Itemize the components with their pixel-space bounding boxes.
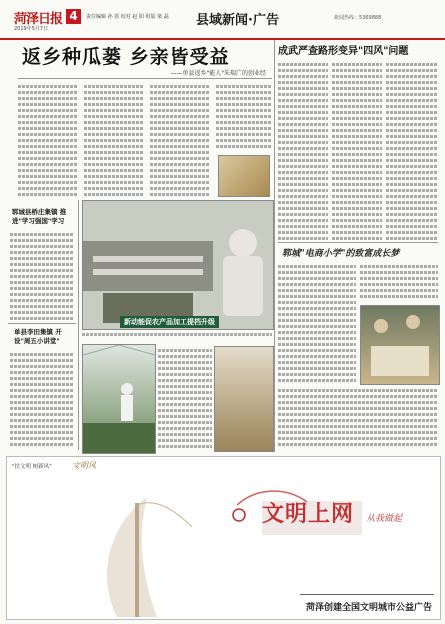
ad-footer: 菏泽创建全国文明城市公益广告	[306, 603, 433, 613]
divider	[278, 242, 438, 243]
page-number: 4	[66, 9, 81, 24]
ad-brand-tagline: 从我做起	[366, 514, 403, 524]
factory-photo-illustration	[83, 201, 273, 329]
news-hotline: 新闻热线：5369888	[334, 15, 382, 21]
issue-date: 2019年5月7日	[14, 26, 49, 32]
newspaper-logo: 菏泽日报	[14, 12, 63, 27]
public-service-ad	[6, 456, 441, 620]
lead-body-col-3	[150, 82, 210, 197]
inset-photo	[218, 155, 270, 197]
feature-body-col-1	[278, 262, 356, 382]
ecommerce-photo	[360, 305, 440, 385]
feature-headline: 郓城"电商小学"的致富成长梦	[282, 249, 400, 259]
divider	[300, 594, 434, 595]
divider	[8, 323, 76, 324]
column-divider	[274, 40, 275, 452]
ecommerce-illustration	[361, 306, 439, 384]
factory-photo	[82, 200, 274, 330]
photo-caption-text	[82, 330, 272, 342]
lead-body-col-4	[216, 82, 272, 152]
left-box-1-body	[10, 230, 74, 320]
ad-brand-title: 文明上网	[262, 501, 355, 527]
lead-subhead: ——单县返乡"能人"朱瑞广的创业经	[170, 70, 266, 77]
left-box-2-title: 单县李田集镇 开设"周五小讲堂"	[14, 328, 62, 345]
editor-credits: 责任编辑 孙 震 校对 赵 阳 组版 梁 磊	[86, 14, 169, 20]
divider	[18, 78, 272, 79]
section-title: 县域新闻·广告	[196, 13, 279, 28]
left-box-1-title: 郓城县桥庄集镇 推进"学习强国"学习	[12, 208, 67, 225]
photo-caption: 新动能促农产品加工提档升级	[120, 316, 219, 328]
lead-headline: 返乡种瓜蒌 乡亲皆受益	[22, 46, 230, 68]
greenhouse-story-body	[158, 346, 212, 450]
ad-slogan: "扶文明 树新风"	[12, 464, 52, 470]
ad-script-title: 文明风	[72, 461, 96, 470]
column-divider	[78, 200, 79, 450]
greenhouse-illustration	[83, 345, 155, 453]
right-body-col-2	[332, 60, 382, 240]
lead-body-col-2	[84, 82, 144, 197]
right-body-col-3	[386, 60, 438, 240]
feature-body-col-2	[360, 262, 438, 302]
right-headline: 成武严查路形变异"四风"问题	[278, 46, 409, 57]
greenhouse-photo	[82, 344, 156, 454]
left-box-2-body	[10, 350, 74, 450]
feature-caption	[278, 386, 438, 452]
portrait-photo	[214, 346, 274, 452]
right-body-col-1	[278, 60, 328, 240]
lead-body-col-1	[18, 82, 78, 197]
